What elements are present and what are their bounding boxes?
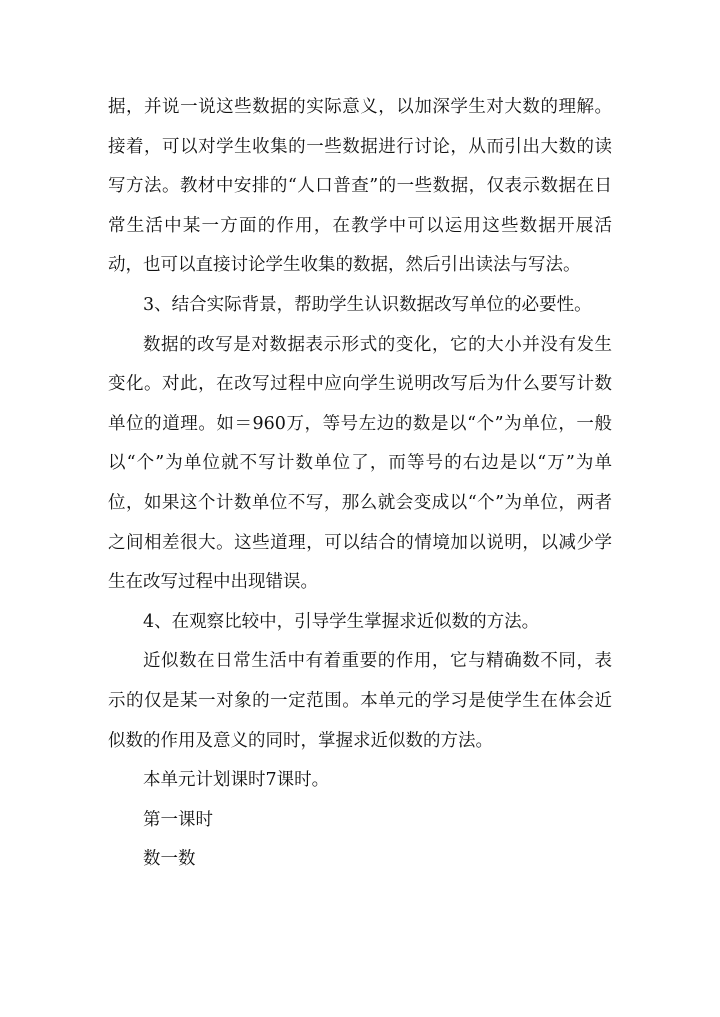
paragraph-point-3: 3、结合实际背景，帮助学生认识数据改写单位的必要性。 [143, 294, 592, 315]
paragraph-approximation: 近似数在日常生活中有着重要的作用，它与精确数不同，表示的仅是某一对象的一定范围。本单元的学习是使学生在体会近似数的作用及意义的同时，掌握求近似数的方法。 [108, 651, 612, 751]
document-body [108, 88, 612, 880]
paragraph-point-4: 4、在观察比较中，引导学生掌握求近似数的方法。 [143, 611, 540, 632]
paragraph-rewrite-explanation: 数据的改写是对数据表示形式的变化，它的大小并没有发生变化。对此，在改写过程中应向学生说明改写后为什么要写计数单位的道理。如＝960万，等号左边的数是以“个”为单位，一般以“个”为单位就不写计数单位了，而等号的右边是以“万”为单位，如果这个计数单位不写，那么就会变成以“个”为单位，两者之间相差很大。这些道理，可以结合的情境加以说明，以减少学生在改写过程中出现错误。 [108, 334, 612, 593]
lesson-title: 数一数 [143, 849, 196, 870]
paragraph-continuation: 据，并说一说这些数据的实际意义，以加深学生对大数的理解。接着，可以对学生收集的一些数据进行讨论，从而引出大数的读写方法。教材中安排的“人口普查”的一些数据，仅表示数据在日常生活中某一方面的作用，在教学中可以运用这些数据开展活动，也可以直接讨论学生收集的数据，然后引出读法与写法。 [108, 97, 612, 276]
paragraph-lesson-plan: 本单元计划课时7课时。 [143, 770, 330, 791]
lesson-heading: 第一课时 [143, 809, 213, 830]
